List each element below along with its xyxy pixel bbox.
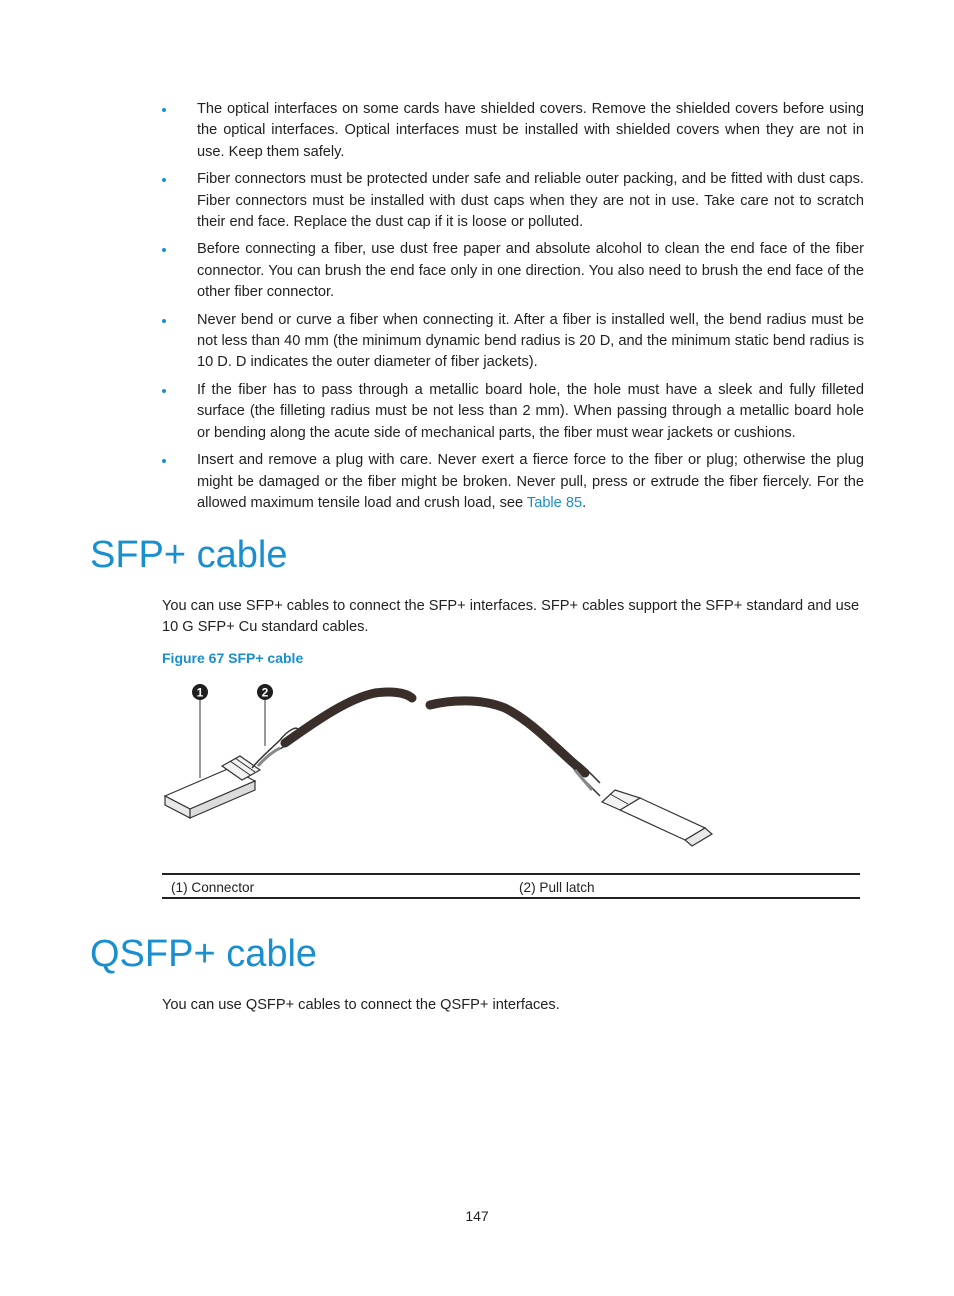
bullet-dot-icon	[162, 108, 166, 112]
bullet-item	[162, 450, 864, 514]
legend-pull-latch: (2) Pull latch	[519, 880, 595, 895]
bullet-item	[162, 169, 864, 233]
bullet-dot-icon	[162, 459, 166, 463]
figure-legend-table	[162, 873, 860, 899]
bullet-text: If the fiber has to pass through a metallic board hole, the hole must have a sleek and fully filleted surface (the filleting radius must be not less than 2 mm). When passing through a metallic board hole or bending along the acute side of mechanical parts, the fiber must wear jackets or cushions.	[197, 381, 864, 441]
callout-1-label: 1	[196, 685, 204, 700]
callout-2-label: 2	[261, 685, 269, 700]
sfp-body: You can use SFP+ cables to connect the SFP+ interfaces. SFP+ cables support the SFP+ standard and use 10 G SFP+ Cu standard cables.	[162, 598, 860, 636]
qsfp-heading: QSFP+ cable	[90, 933, 318, 975]
bullet-dot-icon	[162, 389, 166, 393]
bullet-dot-icon	[162, 248, 166, 252]
right-connector	[568, 758, 712, 846]
page-number: 147	[465, 1208, 489, 1224]
callout-2	[257, 684, 273, 700]
left-connector	[165, 728, 298, 818]
bullet-tail: .	[582, 494, 587, 511]
sfp-heading: SFP+ cable	[90, 534, 288, 576]
callout-1	[192, 684, 208, 700]
legend-connector: (1) Connector	[171, 880, 255, 895]
bullet-dot-icon	[162, 319, 166, 323]
bullet-text: Before connecting a fiber, use dust free paper and absolute alcohol to clean the end face of the fiber connector. You can brush the end face only in one direction. You also need to brush the end face of the other fiber connector.	[197, 241, 864, 301]
bullet-dot-icon	[162, 178, 166, 182]
bullet-text: Insert and remove a plug with care. Never exert a fierce force to the fiber or plug; otherwise the plug might be damaged or the fiber might be broken. Never pull, press or extrude the fiber fiercely. For the allowed maximum tensile load and crush load, see	[197, 452, 864, 511]
sfp-cable-illustration	[160, 678, 720, 858]
bullet-item	[162, 239, 864, 303]
bullet-item	[162, 380, 864, 444]
bullet-list	[162, 99, 864, 520]
bullet-item	[162, 310, 864, 374]
figure-caption: Figure 67 SFP+ cable	[162, 650, 304, 666]
bullet-text: Never bend or curve a fiber when connecting it. After a fiber is installed well, the bend radius must be not less than 40 mm (the minimum dynamic bend radius is 20 D, and the minimum static bend radius is 10 D. D indicates the outer diameter of fiber jackets).	[197, 311, 864, 371]
sfp-cable-figure	[160, 678, 720, 858]
table-85-link[interactable]: Table 85	[526, 494, 583, 511]
qsfp-body: You can use QSFP+ cables to connect the QSFP+ interfaces.	[162, 997, 560, 1013]
bullet-text: The optical interfaces on some cards have shielded covers. Remove the shielded covers before using the optical interfaces. Optical interfaces must be installed with shielded covers when they are not in use. Keep them safely.	[197, 101, 864, 160]
bullet-item	[162, 99, 864, 163]
bullet-text: Fiber connectors must be protected under safe and reliable outer packing, and be fitted with dust caps. Fiber connectors must be installed with dust caps when they are not in use. Take care not to scratch their end face. Replace the dust cap if it is loose or polluted.	[197, 171, 864, 231]
